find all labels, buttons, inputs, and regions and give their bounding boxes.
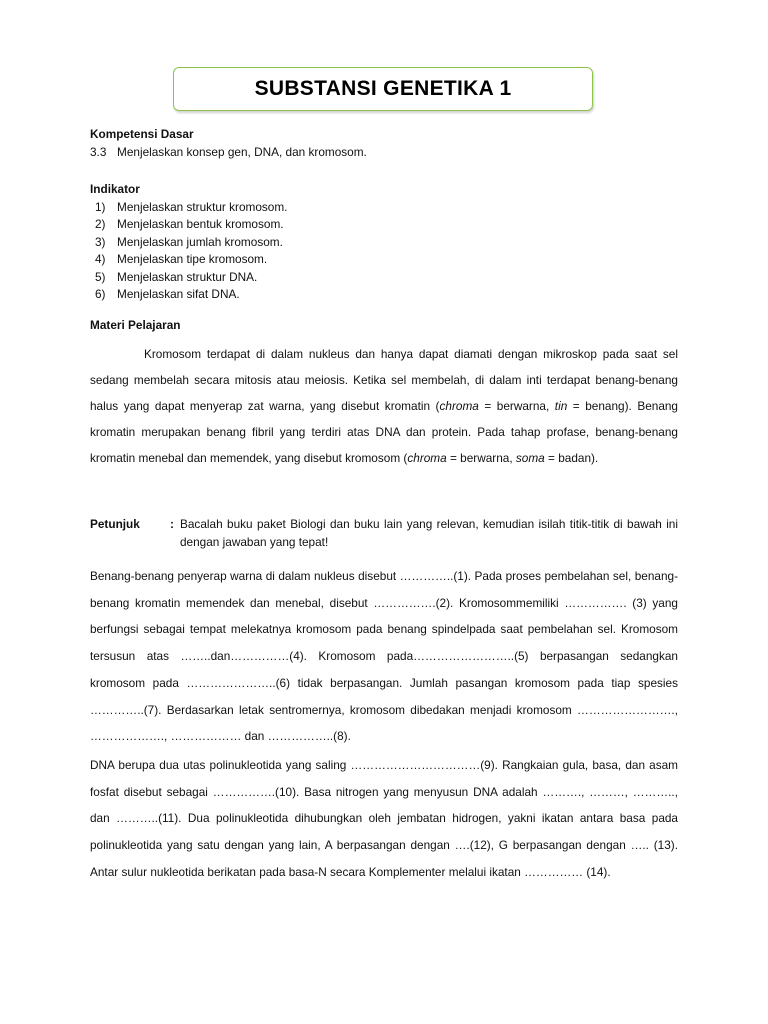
petunjuk-colon: : <box>170 517 174 531</box>
materi-section <box>90 317 678 335</box>
materi-italic: soma <box>515 451 545 465</box>
list-text: Menjelaskan jumlah kromosom. <box>117 234 283 249</box>
list-item <box>90 216 678 234</box>
petunjuk-block <box>90 515 678 551</box>
list-item <box>90 269 678 287</box>
list-text: Menjelaskan struktur kromosom. <box>117 199 288 214</box>
materi-text: = benang). Benang kromatin merupakan benang fibril yang terdiri atas DNA dan protein. Pada tahap profase, benang-benang kromatin menebal dan memendek, yang disebut kromosom ( <box>90 399 678 465</box>
list-item <box>90 286 678 304</box>
materi-text: Kromosom terdapat di dalam nukleus dan hanya dapat diamati dengan mikroskop pada saat sel sedang membelah secara mitosis atau meiosis. Ketika sel membelah, di dalam inti terdapat benang-benang halus yang dapat menyerap zat warna, yang disebut kromatin ( <box>90 347 678 413</box>
indikator-list <box>90 199 678 305</box>
fill-paragraph-kromosom: Benang-benang penyerap warna di dalam nukleus disebut …………..(1). Pada proses pembelahan sel, benang-benang kromatin memendek dan menebal, disebut …………….(2). Kromosommemiliki ……………. (3) yang berfungsi sebagai tempat melekatnya kromosom pada benang spindelpada saat pembelahan sel. Kromosom tersusun atas ……..dan……………(4). Kromosom pada……………………..(5) berpasangan sedangkan kromosom pada …………………..(6) tidak berpasangan. Jumlah pasangan kromosom pada tiap spesies …………..(7). Berdasarkan letak sentromernya, kromosom dibedakan menjadi kromosom ……………………., ………………., ……………… dan ……………..(8). <box>90 569 678 744</box>
materi-italic: tin <box>554 399 568 413</box>
materi-heading: Materi Pelajaran <box>90 318 181 332</box>
petunjuk-label: Petunjuk <box>90 517 140 531</box>
list-text: Menjelaskan tipe kromosom. <box>117 252 268 267</box>
list-number: 1) <box>95 199 106 214</box>
materi-text: = berwarna, <box>446 451 516 465</box>
list-item <box>90 199 678 217</box>
petunjuk-text: Bacalah buku paket Biologi dan buku lain yang relevan, kemudian isilah titik-titik di bawah ini dengan jawaban yang tepat! <box>180 517 678 549</box>
list-item <box>90 251 678 269</box>
list-number: 2) <box>95 217 106 232</box>
page-title: SUBSTANSI GENETIKA 1 <box>254 77 512 100</box>
kompetensi-item <box>90 144 678 162</box>
fill-paragraph-dna: DNA berupa dua utas polinukleotida yang saling ……………………………(9). Rangkaian gula, basa, dan asam fosfat disebut sebagai …………….(10). Basa nitrogen yang menyusun DNA adalah ………., ………, ……….., dan ………..(11). Dua polinukleotida dihubungkan oleh jembatan hidrogen, yakni ikatan antara basa pada polinukleotida yang satu dengan yang lain, A berpasangan dengan ….(12), G berpasangan dengan ….. (13). Antar sulur nukleotida berikatan pada basa-N secara Komplementer melalui ikatan …………… (14). <box>90 758 678 879</box>
indikator-heading: Indikator <box>90 182 140 196</box>
indikator-section <box>90 181 678 304</box>
list-number: 4) <box>95 252 106 267</box>
title-box <box>173 67 593 111</box>
list-number: 5) <box>95 269 106 284</box>
materi-paragraph <box>90 341 678 471</box>
list-text: Menjelaskan sifat DNA. <box>117 287 240 302</box>
materi-italic: chroma <box>407 451 447 465</box>
materi-text: = badan). <box>544 451 599 465</box>
list-number: 6) <box>95 287 106 302</box>
materi-italic: chroma <box>439 399 479 413</box>
kompetensi-heading: Kompetensi Dasar <box>90 127 194 141</box>
list-text: Menjelaskan struktur DNA. <box>117 269 258 284</box>
list-text: Menjelaskan bentuk kromosom. <box>117 217 284 232</box>
kompetensi-text: Menjelaskan konsep gen, DNA, dan kromosom. <box>117 144 367 159</box>
list-number: 3) <box>95 234 106 249</box>
list-item <box>90 234 678 252</box>
kompetensi-number: 3.3 <box>90 144 107 159</box>
kompetensi-section <box>90 126 678 161</box>
materi-text: = berwarna, <box>478 399 555 413</box>
